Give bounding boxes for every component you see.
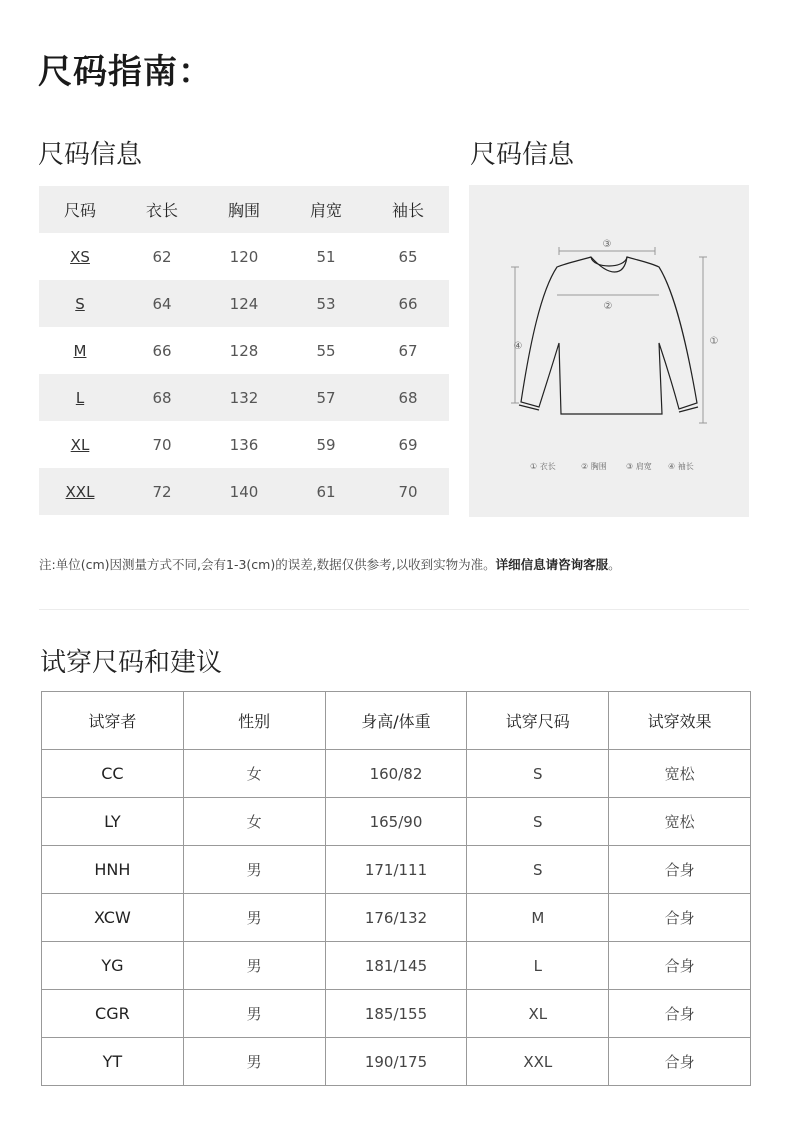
table-cell: 合身 <box>609 1038 751 1086</box>
table-row <box>42 750 751 798</box>
table-row <box>39 468 449 515</box>
table-cell: 66 <box>152 341 172 360</box>
page-title: 尺码指南： <box>38 52 213 92</box>
marker-length: ① <box>709 336 719 347</box>
tryon-header-cell: 试穿者 <box>42 692 184 750</box>
table-cell: XXL <box>467 1038 609 1086</box>
table-cell: 70 <box>152 435 172 454</box>
note-text: 注:单位(cm)因测量方式不同,会有1-3(cm)的误差,数据仅供参考,以收到实物为准。 <box>39 557 496 572</box>
size-header-cell: 袖长 <box>367 186 449 233</box>
sweater-outline <box>521 257 697 414</box>
tester-name: LY <box>42 798 184 846</box>
size-table-header <box>39 186 449 233</box>
size-header-cell: 尺码 <box>39 186 121 233</box>
table-row <box>42 894 751 942</box>
size-label: XS <box>70 247 90 266</box>
table-cell: 140 <box>203 468 285 515</box>
size-label: XL <box>70 435 90 454</box>
tryon-header-cell: 身高/体重 <box>325 692 467 750</box>
table-cell: 136 <box>229 435 259 454</box>
table-cell: 68 <box>121 374 203 421</box>
table-cell: 181/145 <box>325 942 467 990</box>
table-cell: L <box>467 942 609 990</box>
tryon-table-header <box>42 692 751 750</box>
table-cell: 宽松 <box>609 798 751 846</box>
tester-name: CC <box>42 750 184 798</box>
table-cell: 176/132 <box>325 894 467 942</box>
table-row <box>39 327 449 374</box>
table-cell: 53 <box>285 280 367 327</box>
tryon-title: 试穿尺码和建议 <box>40 648 223 678</box>
table-cell: M <box>467 894 609 942</box>
table-cell: 132 <box>203 374 285 421</box>
table-row <box>39 233 449 280</box>
marker-shoulder: ③ <box>602 239 612 250</box>
table-cell: S <box>467 798 609 846</box>
table-row <box>42 942 751 990</box>
size-info-title: 尺码信息 <box>38 140 143 170</box>
tester-name: CGR <box>42 990 184 1038</box>
table-cell: 合身 <box>609 942 751 990</box>
table-cell: 61 <box>285 468 367 515</box>
measurement-diagram <box>469 185 749 517</box>
size-label: L <box>39 374 121 421</box>
legend-shoulder: ③ 肩宽 <box>626 462 652 471</box>
table-cell: 合身 <box>609 846 751 894</box>
table-row <box>42 798 751 846</box>
table-cell: XL <box>467 990 609 1038</box>
diagram-title: 尺码信息 <box>470 140 575 170</box>
table-cell: 男 <box>183 990 325 1038</box>
table-row <box>39 280 449 327</box>
table-cell: 72 <box>121 468 203 515</box>
sweater-collar <box>591 257 627 266</box>
table-cell: 合身 <box>609 894 751 942</box>
section-divider <box>39 609 749 610</box>
tryon-header-cell: 试穿效果 <box>609 692 751 750</box>
table-cell: 128 <box>229 341 259 360</box>
table-cell: 合身 <box>609 990 751 1038</box>
table-cell: 68 <box>367 374 449 421</box>
table-cell: 120 <box>229 247 259 266</box>
table-cell: S <box>467 750 609 798</box>
size-label: M <box>73 341 87 360</box>
size-label: XXL <box>39 468 121 515</box>
table-cell: 55 <box>316 341 336 360</box>
table-cell: 124 <box>203 280 285 327</box>
size-header-cell: 衣长 <box>121 186 203 233</box>
size-header-cell: 肩宽 <box>285 186 367 233</box>
size-note <box>39 555 621 573</box>
table-row <box>42 846 751 894</box>
table-cell: 女 <box>183 750 325 798</box>
table-cell: 宽松 <box>609 750 751 798</box>
tryon-header-cell: 性别 <box>183 692 325 750</box>
table-cell: S <box>467 846 609 894</box>
legend-sleeve: ④ 袖长 <box>668 462 694 471</box>
table-cell: 女 <box>183 798 325 846</box>
tester-name: XCW <box>42 894 184 942</box>
table-cell: 男 <box>183 846 325 894</box>
table-row <box>42 990 751 1038</box>
table-cell: 57 <box>285 374 367 421</box>
tester-name: YT <box>42 1038 184 1086</box>
table-cell: 69 <box>398 435 418 454</box>
tester-name: YG <box>42 942 184 990</box>
table-row <box>39 374 449 421</box>
sweater-diagram-svg <box>469 185 749 517</box>
tryon-header-cell: 试穿尺码 <box>467 692 609 750</box>
table-row <box>42 1038 751 1086</box>
table-cell: 62 <box>152 247 172 266</box>
tester-name: HNH <box>42 846 184 894</box>
table-cell: 165/90 <box>325 798 467 846</box>
table-cell: 66 <box>367 280 449 327</box>
size-label: S <box>39 280 121 327</box>
table-cell: 171/111 <box>325 846 467 894</box>
note-contact: 详细信息请咨询客服 <box>495 557 609 572</box>
table-cell: 160/82 <box>325 750 467 798</box>
table-cell: 男 <box>183 894 325 942</box>
legend-chest: ② 胸围 <box>581 462 607 471</box>
table-row <box>39 421 449 468</box>
table-cell: 51 <box>316 247 336 266</box>
table-cell: 64 <box>121 280 203 327</box>
table-cell: 185/155 <box>325 990 467 1038</box>
table-cell: 男 <box>183 1038 325 1086</box>
table-cell: 65 <box>398 247 418 266</box>
table-cell: 190/175 <box>325 1038 467 1086</box>
table-cell: 67 <box>398 341 418 360</box>
table-cell: 59 <box>316 435 336 454</box>
marker-chest: ② <box>603 301 613 312</box>
legend-length: ① 衣长 <box>530 462 556 471</box>
table-cell: 70 <box>367 468 449 515</box>
tryon-table <box>41 691 751 1086</box>
table-cell: 男 <box>183 942 325 990</box>
note-end: 。 <box>608 557 621 572</box>
marker-sleeve: ④ <box>513 341 523 352</box>
size-header-cell: 胸围 <box>203 186 285 233</box>
size-table <box>39 186 449 515</box>
